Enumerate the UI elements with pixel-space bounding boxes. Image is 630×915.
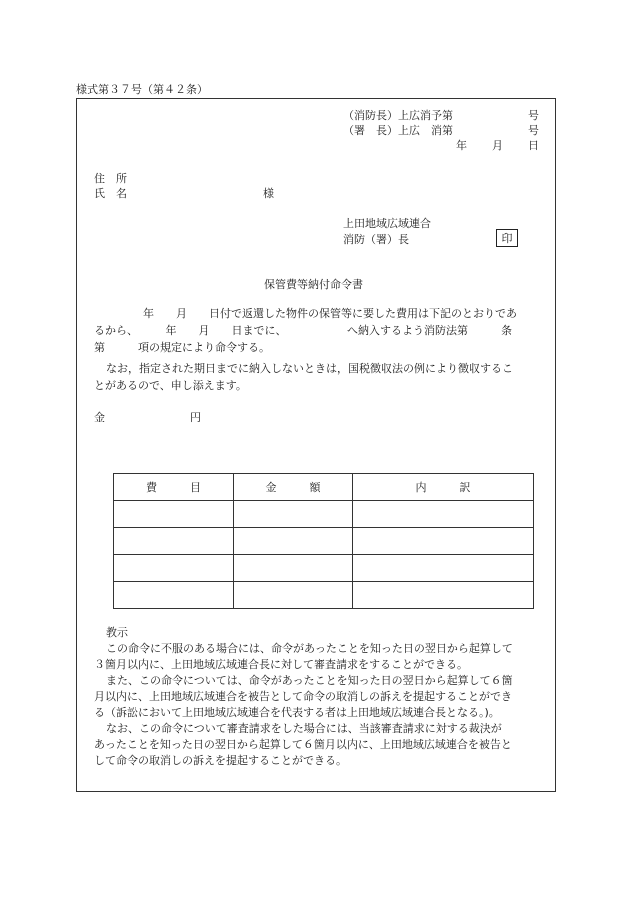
body-p2-line1: なお，指定された期日までに納入しないときは，国税徴収法の例により徴収するこ [106, 362, 513, 375]
table-row [114, 528, 534, 555]
form-label: 様式第３７号（第４２条） [76, 83, 208, 96]
issuer-title: 消防（署）長 [343, 233, 409, 246]
notice-line: この命令に不服のある場合には、命令があったことを知った日の翌日から起算して [106, 642, 513, 655]
body-p1-line1: 年 月 日付で返還した物件の保管等に要した費用は下記のとおりであ [143, 307, 517, 320]
station-chief-ref-label: （署 長）上広 消第 [343, 124, 453, 137]
header-amount: 金 額 [234, 474, 353, 501]
amount-label: 金 [94, 411, 105, 424]
body-p1-line3: 第 項の規定により命令する。 [94, 341, 270, 354]
cell-item [114, 582, 234, 609]
station-chief-ref-suffix: 号 [528, 124, 539, 137]
cell-item [114, 555, 234, 582]
amount-unit: 円 [190, 411, 201, 424]
date-day: 日 [528, 139, 539, 152]
table-row [114, 501, 534, 528]
header-breakdown: 内 訳 [353, 474, 534, 501]
notice-line: なお、この命令について審査請求をした場合には、当該審査請求に対する裁決が [106, 722, 502, 735]
address-label: 住 所 [94, 172, 127, 185]
document-title: 保管費等納付命令書 [264, 278, 363, 291]
body-p1-line2: るから、 年 月 日までに、 へ納入するよう消防法第 条 [94, 324, 512, 337]
body-p2-line2: とがあるので、申し添えます。 [94, 379, 247, 392]
fee-table [113, 473, 534, 609]
cell-amount [234, 528, 353, 555]
fire-chief-ref-label: （消防長）上広消予第 [343, 109, 453, 122]
table-row [114, 582, 534, 609]
issuer-org: 上田地域広域連合 [343, 217, 431, 230]
date-month: 月 [492, 139, 503, 152]
cell-amount [234, 582, 353, 609]
cell-breakdown [353, 582, 534, 609]
cell-item [114, 501, 234, 528]
cell-item [114, 528, 234, 555]
notice-heading: 教示 [106, 626, 128, 639]
seal-box: 印 [496, 229, 518, 247]
cell-breakdown [353, 528, 534, 555]
cell-breakdown [353, 501, 534, 528]
cell-amount [234, 555, 353, 582]
date-year: 年 [456, 139, 467, 152]
cell-amount [234, 501, 353, 528]
notice-line: 月以内に、上田地域広域連合を被告として命令の取消しの訴えを提起することができ [94, 690, 512, 703]
notice-line: また、この命令については、命令があったことを知った日の翌日から起算して６箇 [106, 674, 513, 687]
honorific: 様 [263, 187, 274, 200]
fire-chief-ref-suffix: 号 [528, 109, 539, 122]
notice-line: ３箇月以内に、上田地域広域連合長に対して審査請求をすることができる。 [94, 658, 468, 671]
notice-line: る（訴訟において上田地域広域連合を代表する者は上田地域広域連合長となる。)。 [94, 706, 500, 719]
fee-table-header [114, 474, 534, 501]
table-row [114, 555, 534, 582]
header-item: 費 目 [114, 474, 234, 501]
notice-line: あったことを知った日の翌日から起算して６箇月以内に、上田地域広域連合を被告と [94, 738, 512, 751]
name-label: 氏 名 [94, 187, 127, 200]
notice-line: して命令の取消しの訴えを提起することができる。 [94, 754, 347, 767]
cell-breakdown [353, 555, 534, 582]
